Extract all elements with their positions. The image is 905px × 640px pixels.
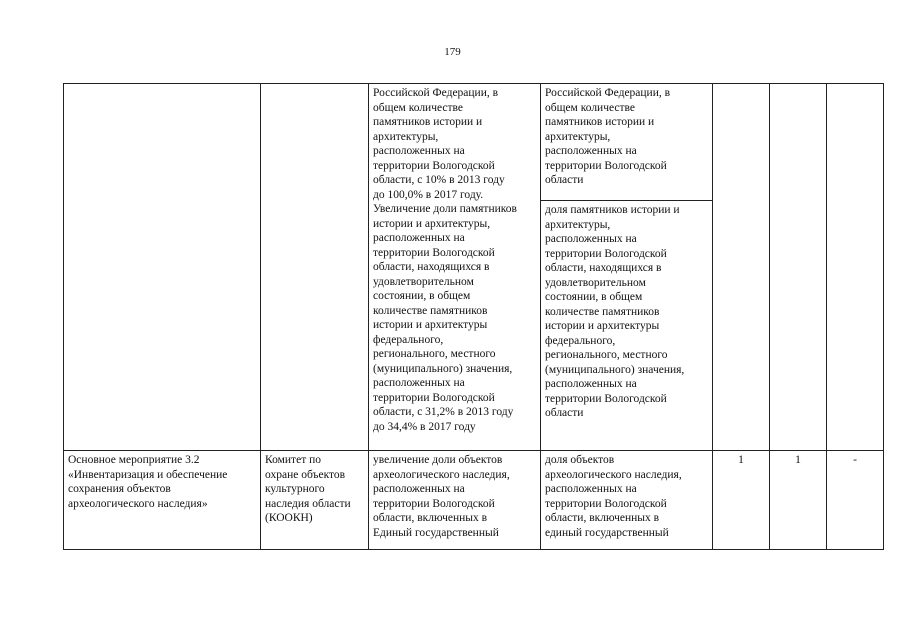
executor-cell: Комитет по охране объектов культурного наследия области (КООКН) (261, 451, 369, 550)
page-number: 179 (444, 46, 461, 58)
value-cell: 1 (770, 451, 827, 550)
value-cell: - (827, 451, 884, 550)
value-cell (827, 84, 884, 451)
indicator-cell: доля памятников истории и архитектуры, расположенных на территории Вологодской области, находящихся в удовлетворительном состоянии, в общем количестве памятников истории и архитектуры федерального, регионального, местного (муниципального) значения, расположенных на территории Вологодской области (541, 201, 713, 451)
value-cell (713, 84, 770, 451)
table-row (64, 451, 884, 550)
executor-cell (261, 84, 369, 451)
indicator-cell: Российской Федерации, в общем количестве памятников истории и архитектуры, расположенных на территории Вологодской области (541, 84, 713, 201)
program-table (63, 83, 884, 550)
table-row (64, 84, 884, 201)
activity-cell (64, 84, 261, 451)
expected-result-cell: Российской Федерации, в общем количестве памятников истории и архитектуры, расположенных на территории Вологодской области, с 10% в 2013 году до 100,0% в 2017 году. Увеличение доли памятников истории и архитектуры, расположенных на территории Вологодской области, находящихся в удовлетворительном состоянии, в общем количестве памятников истории и архитектуры федерального, регионального, местного (муниципального) значения, расположенных на территории Вологодской области, с 31,2% в 2013 году до 34,4% в 2017 году (369, 84, 541, 451)
expected-result-cell: увеличение доли объектов археологического наследия, расположенных на территории Вологодской области, включенных в Единый государственный (369, 451, 541, 550)
indicator-cell: доля объектов археологического наследия, расположенных на территории Вологодской области, включенных в единый государственный (541, 451, 713, 550)
value-cell (770, 84, 827, 451)
value-cell: 1 (713, 451, 770, 550)
activity-cell: Основное мероприятие 3.2 «Инвентаризация и обеспечение сохранения объектов археологического наследия» (64, 451, 261, 550)
